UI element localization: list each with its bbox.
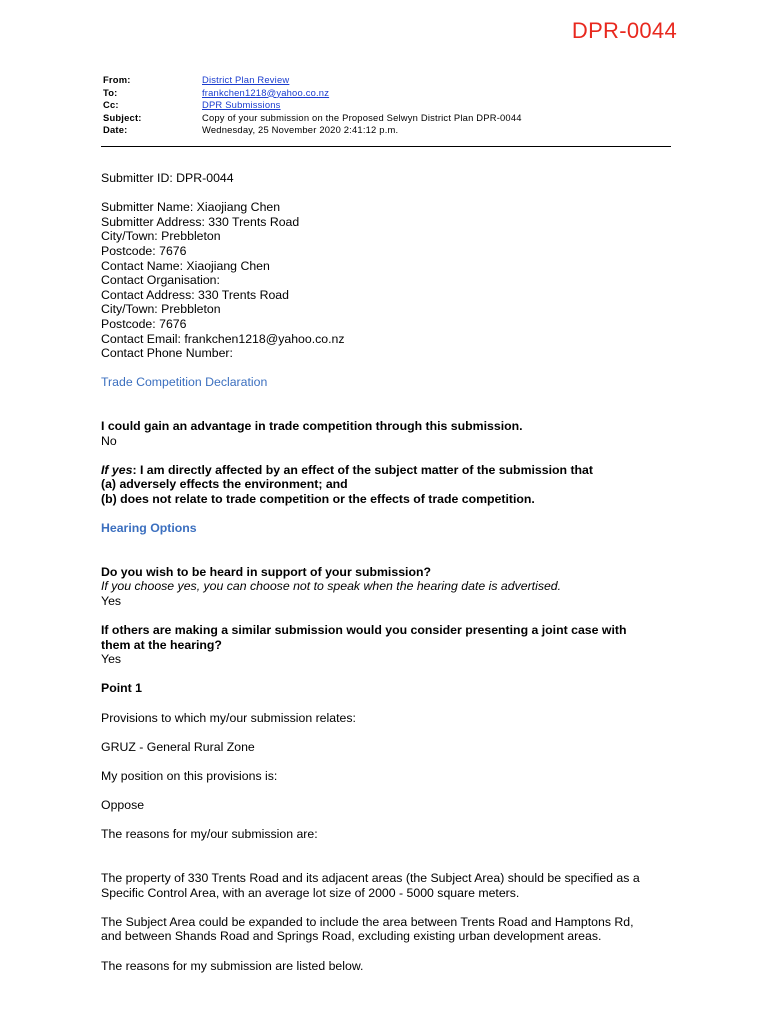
date-label: Date:	[103, 124, 128, 136]
reason-paragraph-2-line-2: and between Shands Road and Springs Road, excluding existing urban development areas.	[101, 929, 602, 944]
header-divider	[101, 146, 671, 147]
date-text: Wednesday, 25 November 2020 2:41:12 p.m.	[202, 124, 399, 136]
contact-postcode: Postcode: 7676	[101, 316, 187, 331]
subject-label: Subject:	[103, 111, 142, 123]
to-link[interactable]: frankchen1218@yahoo.co.nz	[202, 86, 330, 98]
to-label: To:	[103, 86, 118, 98]
hearing-answer-1: Yes	[101, 593, 122, 608]
provisions-label: Provisions to which my/our submission relates:	[101, 710, 356, 725]
submitter-city: City/Town: Prebbleton	[101, 229, 221, 244]
header-to-row	[103, 87, 671, 100]
reason-paragraph-2-line-1: The Subject Area could be expanded to include the area between Trents Road and Hamptons Rd,	[101, 914, 634, 929]
from-link[interactable]: District Plan Review	[202, 74, 290, 85]
submitter-postcode: Postcode: 7676	[101, 243, 187, 258]
reason-paragraph-1-line-1: The property of 330 Trents Road and its adjacent areas (the Subject Area) should be specified as a	[101, 870, 640, 885]
email-header	[103, 74, 671, 137]
header-from-row	[103, 74, 671, 87]
position-label: My position on this provisions is:	[101, 768, 278, 783]
submission-body	[101, 171, 681, 973]
contact-city: City/Town: Prebbleton	[101, 302, 221, 317]
submitter-name: Submitter Name: Xiaojiang Chen	[101, 200, 281, 215]
from-label: From:	[103, 74, 131, 85]
if-yes-text: : I am directly affected by an effect of the subject matter of the submission that	[132, 462, 593, 477]
hearing-answer-2: Yes	[101, 652, 122, 667]
header-cc-row	[103, 99, 671, 112]
position-value: Oppose	[101, 798, 145, 813]
hearing-question-2-line-2: them at the hearing?	[101, 637, 222, 652]
header-date-row	[103, 124, 671, 137]
contact-phone: Contact Phone Number:	[101, 346, 233, 361]
header-subject-row	[103, 112, 671, 125]
contact-email: Contact Email: frankchen1218@yahoo.co.nz	[101, 331, 345, 346]
reason-paragraph-3: The reasons for my submission are listed below.	[101, 958, 364, 973]
submitter-id: Submitter ID: DPR-0044	[101, 171, 234, 185]
contact-address: Contact Address: 330 Trents Road	[101, 287, 289, 302]
trade-answer: No	[101, 433, 117, 448]
cc-label: Cc:	[103, 99, 119, 111]
trade-question: I could gain an advantage in trade competition through this submission.	[101, 418, 523, 433]
contact-organisation: Contact Organisation:	[101, 273, 220, 288]
point-title: Point 1	[101, 681, 142, 696]
trade-if-yes	[101, 463, 681, 478]
subject-text: Copy of your submission on the Proposed Selwyn District Plan DPR-0044	[202, 111, 522, 123]
hearing-question-1: Do you wish to be heard in support of your submission?	[101, 564, 431, 579]
document-id-stamp: DPR-0044	[571, 18, 677, 43]
reasons-label: The reasons for my/our submission are:	[101, 827, 318, 842]
hearing-question-1-note: If you choose yes, you can choose not to speak when the hearing date is advertised.	[101, 579, 562, 594]
hearing-heading: Hearing Options	[101, 521, 197, 536]
reason-paragraph-1-line-2: Specific Control Area, with an average lot size of 2000 - 5000 square meters.	[101, 885, 520, 900]
provisions-value: GRUZ - General Rural Zone	[101, 739, 255, 754]
trade-line-a: (a) adversely effects the environment; and	[101, 477, 348, 492]
submitter-address: Submitter Address: 330 Trents Road	[101, 214, 300, 229]
contact-name: Contact Name: Xiaojiang Chen	[101, 258, 270, 273]
if-yes-label: If yes	[101, 462, 133, 477]
trade-line-b: (b) does not relate to trade competition or the effects of trade competition.	[101, 491, 535, 506]
hearing-question-2-line-1: If others are making a similar submission would you consider presenting a joint case with	[101, 623, 627, 638]
trade-heading: Trade Competition Declaration	[101, 375, 268, 390]
cc-link[interactable]: DPR Submissions	[202, 99, 281, 111]
